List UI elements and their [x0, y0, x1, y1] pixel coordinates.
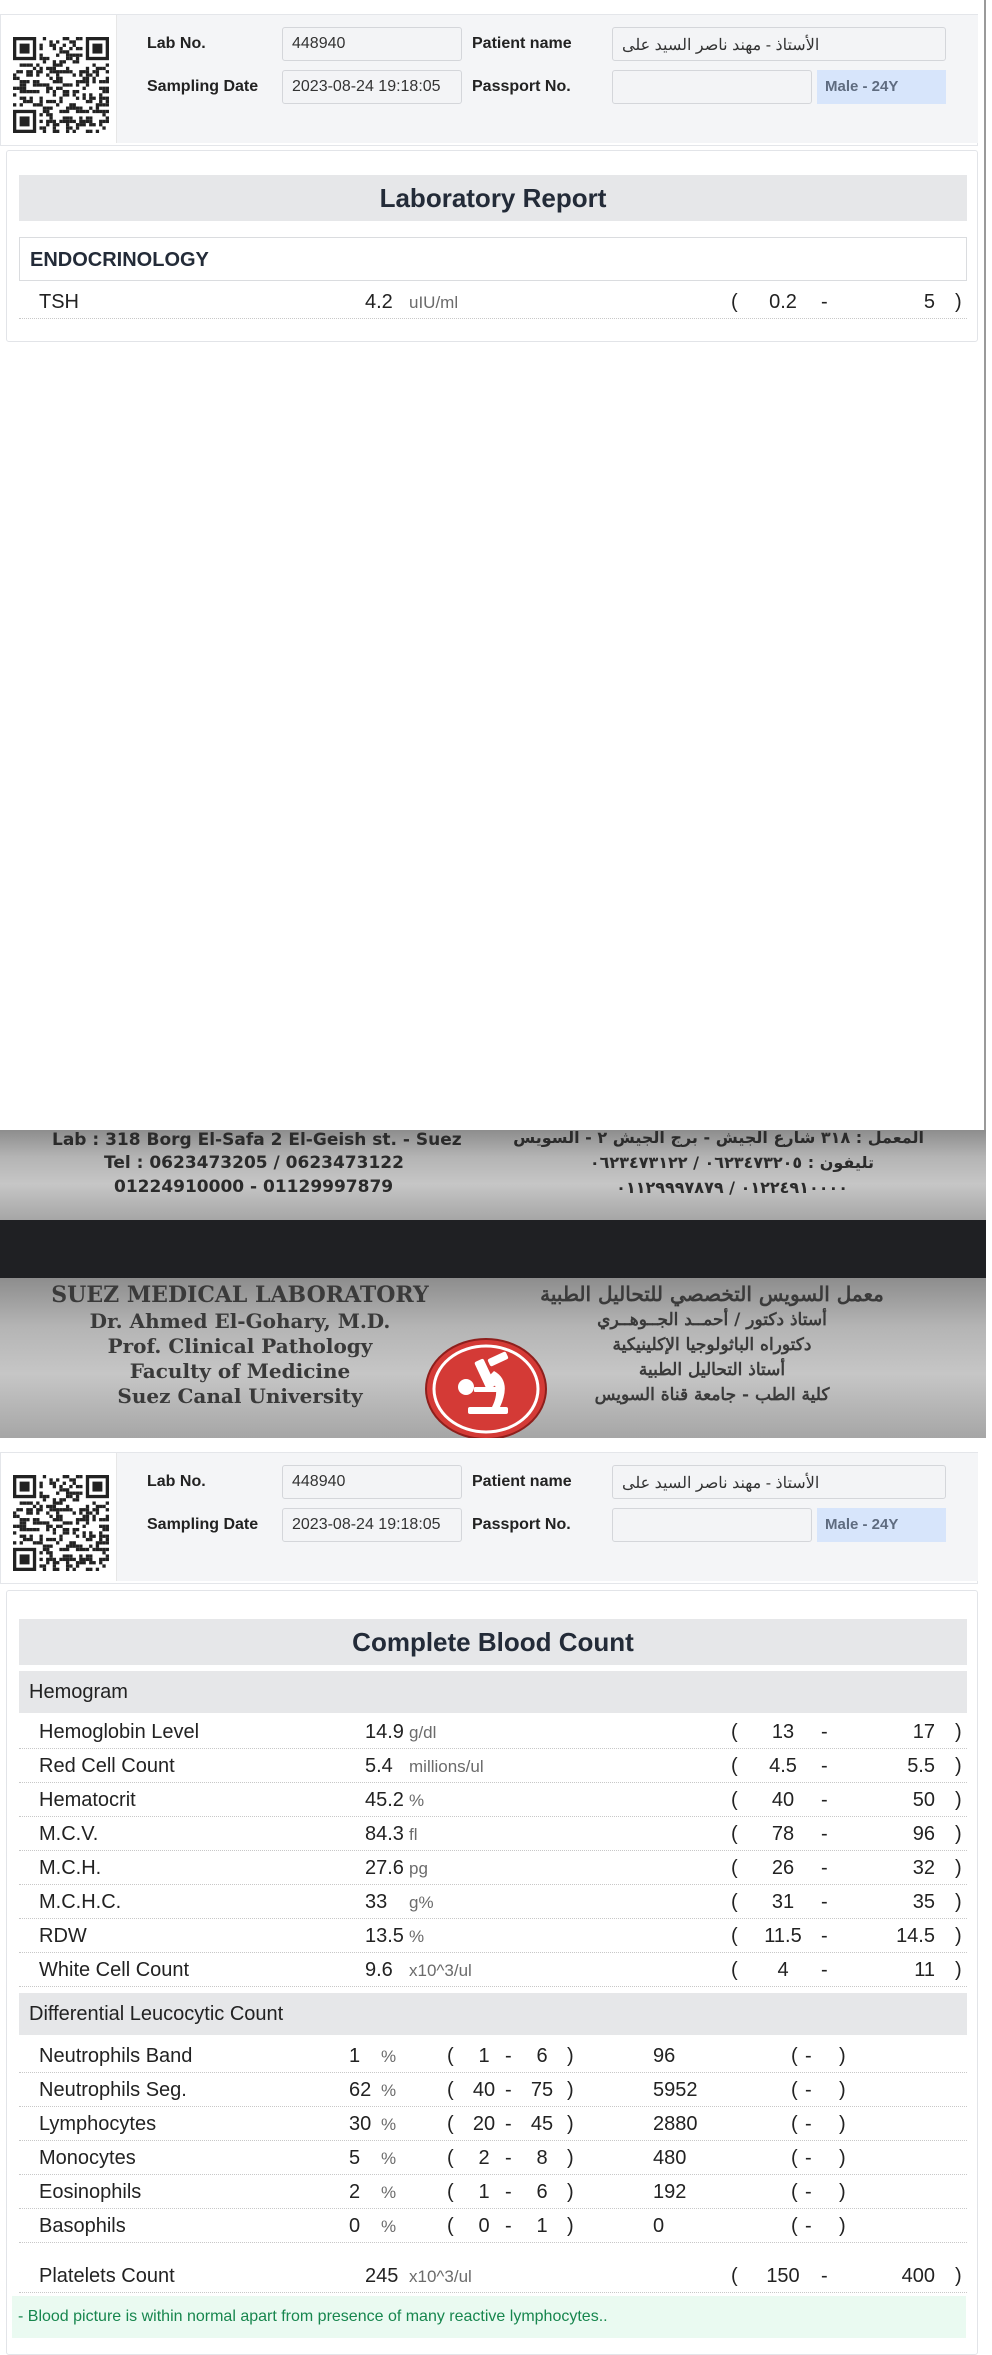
percent-unit: %: [381, 2149, 397, 2168]
range-open: (: [731, 2265, 738, 2287]
test-row: [19, 1817, 967, 1851]
letterhead-lab-name-en: SUEZ MEDICAL LABORATORY: [51, 1282, 429, 1308]
test-row-platelets: [19, 2259, 967, 2293]
lab-no-field: 448940: [282, 1465, 462, 1499]
test-unit: pg: [409, 1859, 428, 1878]
abs-range-close: ): [839, 2215, 846, 2237]
test-value: 5.4: [365, 1755, 393, 1777]
abs-range-open: (: [791, 2079, 798, 2101]
test-unit: millions/ul: [409, 1757, 484, 1776]
microscope-logo-icon: [424, 1337, 548, 1441]
patient-name-field: الأستاذ - مهند ناصر السيد على: [612, 1465, 946, 1499]
range-low: 0.2: [769, 291, 797, 313]
range-dash: -: [821, 1789, 828, 1811]
range-dash: -: [821, 2265, 828, 2287]
footer-mobile-ar: ٠١٢٢٤٩١٠٠٠٠ / ٠١١٢٩٩٩٧٨٧٩: [616, 1178, 848, 1197]
range-high: 8: [536, 2147, 548, 2169]
report-title: Laboratory Report: [19, 175, 967, 221]
patient-name-label: Patient name: [472, 35, 572, 52]
test-name: M.C.V.: [39, 1823, 99, 1845]
range-high: 32: [912, 1857, 935, 1879]
test-row: [19, 1885, 967, 1919]
test-name: TSH: [39, 291, 79, 313]
test-name: Red Cell Count: [39, 1755, 175, 1777]
range-low: 4: [777, 1959, 789, 1981]
gender-age-badge: Male - 24Y: [817, 1508, 946, 1542]
test-unit: g%: [409, 1893, 434, 1912]
abs-range-close: ): [839, 2181, 846, 2203]
range-dash: -: [505, 2079, 512, 2101]
range-low: 13: [771, 1721, 795, 1743]
sampling-date-label: Sampling Date: [147, 78, 259, 95]
differential-row: [19, 2209, 967, 2243]
range-close: ): [567, 2215, 574, 2237]
test-row: [19, 1953, 967, 1987]
range-dash: -: [505, 2113, 512, 2135]
cell-percent: 30: [349, 2113, 372, 2135]
range-dash: -: [821, 1721, 828, 1743]
abs-range-dash: -: [805, 2113, 812, 2135]
footer-tel-ar: تليفون : ٠٦٢٣٤٧٣٢٠٥ / ٠٦٢٣٤٧٣١٢٢: [589, 1153, 874, 1172]
range-high: 75: [530, 2079, 554, 2101]
range-dash: -: [821, 1925, 828, 1947]
report-title: Complete Blood Count: [19, 1619, 967, 1665]
patient-name-field: الأستاذ - مهند ناصر السيد على: [612, 27, 946, 61]
abs-range-dash: -: [805, 2181, 812, 2203]
test-name: RDW: [39, 1925, 87, 1947]
range-close: ): [955, 2265, 962, 2287]
range-open: (: [447, 2045, 454, 2067]
test-row: [19, 1851, 967, 1885]
patient-fields: [116, 15, 978, 143]
range-dash: -: [505, 2045, 512, 2067]
absolute-count: 96: [653, 2045, 676, 2067]
passport-label: Passport No.: [472, 78, 571, 95]
abs-range-close: ): [839, 2045, 846, 2067]
range-close: ): [955, 1891, 962, 1913]
range-dash: -: [505, 2215, 512, 2237]
cell-percent: 0: [349, 2215, 361, 2237]
section-endocrinology: ENDOCRINOLOGY: [19, 237, 967, 281]
range-high: 11: [914, 1959, 935, 1981]
range-open: (: [447, 2147, 454, 2169]
abs-range-close: ): [839, 2113, 846, 2135]
abs-range-open: (: [791, 2181, 798, 2203]
range-close: ): [567, 2147, 574, 2169]
laboratory-report: [6, 150, 978, 342]
range-open: (: [447, 2181, 454, 2203]
cell-percent: 62: [349, 2079, 372, 2101]
cell-name: Eosinophils: [39, 2181, 142, 2203]
range-open: (: [731, 1755, 738, 1777]
test-unit: %: [409, 1927, 425, 1946]
range-high: 17: [912, 1721, 935, 1743]
percent-unit: %: [381, 2047, 397, 2066]
range-open: (: [731, 291, 738, 313]
range-high: 6: [536, 2045, 548, 2067]
qr-code-icon: [13, 37, 109, 133]
test-value: 27.6: [365, 1857, 404, 1879]
letterhead-faculty-ar: أستاذ التحاليل الطبية: [638, 1360, 786, 1380]
footer-address-en: Lab : 318 Borg El-Safa 2 El-Geish st. - Suez: [52, 1130, 462, 1150]
cell-percent: 1: [349, 2045, 361, 2067]
range-dash: -: [821, 1959, 828, 1981]
lab-no-label: Lab No.: [147, 35, 206, 52]
report-comment: - Blood picture is within normal apart from presence of many reactive lymphocytes..: [12, 2296, 966, 2338]
differential-row: [19, 2039, 967, 2073]
test-unit: x10^3/ul: [409, 1961, 472, 1980]
test-value: 245: [365, 2265, 399, 2287]
sampling-date-label: Sampling Date: [147, 1516, 259, 1533]
test-value: 84.3: [365, 1823, 404, 1845]
range-close: ): [955, 291, 962, 313]
test-unit: x10^3/ul: [409, 2267, 472, 2286]
abs-range-open: (: [791, 2045, 798, 2067]
range-high: 5: [923, 291, 935, 313]
range-open: (: [447, 2079, 454, 2101]
range-close: ): [955, 1959, 962, 1981]
sampling-date-field: 2023-08-24 19:18:05: [282, 1508, 462, 1542]
range-open: (: [731, 1721, 738, 1743]
passport-label: Passport No.: [472, 1516, 571, 1533]
letterhead-university-ar: كلية الطب - جامعة قناة السويس: [594, 1385, 830, 1405]
lab-no-label: Lab No.: [147, 1473, 206, 1490]
patient-header: [0, 14, 978, 146]
test-value: 9.6: [365, 1959, 393, 1981]
range-high: 45: [530, 2113, 554, 2135]
range-dash: -: [821, 1755, 828, 1777]
patient-header-2: [0, 1452, 978, 1584]
range-dash: -: [821, 291, 828, 313]
differential-row: [19, 2073, 967, 2107]
abs-range-close: ): [839, 2079, 846, 2101]
cell-percent: 2: [349, 2181, 361, 2203]
lab-no-field: 448940: [282, 27, 462, 61]
test-name: M.C.H.C.: [39, 1891, 122, 1913]
percent-unit: %: [381, 2183, 397, 2202]
test-name: Platelets Count: [39, 2265, 175, 2287]
page-gap: [0, 1220, 986, 1278]
absolute-count: 192: [653, 2181, 687, 2203]
range-low: 1: [478, 2181, 490, 2203]
absolute-count: 5952: [653, 2079, 698, 2101]
complete-blood-count-report: [6, 1590, 978, 2355]
test-row-tsh: [19, 285, 967, 319]
range-high: 400: [901, 2265, 935, 2287]
abs-range-dash: -: [805, 2215, 812, 2237]
test-unit: fl: [409, 1825, 418, 1844]
range-open: (: [731, 1925, 738, 1947]
range-low: 2: [478, 2147, 490, 2169]
test-value: 13.5: [365, 1925, 404, 1947]
test-name: Hematocrit: [39, 1789, 136, 1811]
range-low: 4.5: [769, 1755, 797, 1777]
range-dash: -: [505, 2181, 512, 2203]
range-open: (: [731, 1959, 738, 1981]
range-high: 35: [912, 1891, 935, 1913]
letterhead-title-en: Prof. Clinical Pathology: [107, 1334, 373, 1358]
range-low: 0: [478, 2215, 490, 2237]
footer-tel-en: Tel : 0623473205 / 0623473122: [104, 1153, 404, 1173]
range-open: (: [447, 2215, 454, 2237]
test-value: 14.9: [365, 1721, 404, 1743]
test-unit: uIU/ml: [409, 293, 459, 312]
range-low: 150: [766, 2265, 800, 2287]
letterhead-title-ar: دكتوراه الباثولوجيا الإكلينيكية: [612, 1335, 812, 1355]
range-low: 31: [771, 1891, 795, 1913]
test-row: [19, 1919, 967, 1953]
absolute-count: 480: [653, 2147, 687, 2169]
range-close: ): [955, 1789, 962, 1811]
range-close: ): [567, 2113, 574, 2135]
test-name: M.C.H.: [39, 1857, 102, 1879]
sampling-date-field: 2023-08-24 19:18:05: [282, 70, 462, 104]
range-dash: -: [821, 1857, 828, 1879]
range-low: 1: [478, 2045, 490, 2067]
letterhead-doctor-ar: أستاذ دكتور / أحمــد الجــوهــري: [597, 1310, 827, 1330]
range-close: ): [955, 1823, 962, 1845]
test-value: 45.2: [365, 1789, 404, 1811]
range-dash: -: [505, 2147, 512, 2169]
patient-fields-2: [116, 1453, 978, 1581]
range-close: ): [955, 1755, 962, 1777]
report-page-1: [0, 0, 986, 1130]
differential-row: [19, 2141, 967, 2175]
abs-range-open: (: [791, 2215, 798, 2237]
range-close: ): [955, 1857, 962, 1879]
range-low: 40: [472, 2079, 496, 2101]
differential-row: [19, 2107, 967, 2141]
abs-range-dash: -: [805, 2147, 812, 2169]
test-name: White Cell Count: [39, 1959, 190, 1981]
range-dash: -: [821, 1891, 828, 1913]
passport-field: [612, 1508, 812, 1542]
letterhead-doctor-en: Dr. Ahmed El-Gohary, M.D.: [89, 1309, 391, 1333]
qr-code-icon: [13, 1475, 109, 1571]
range-low: 20: [472, 2113, 496, 2135]
range-open: (: [731, 1857, 738, 1879]
percent-unit: %: [381, 2081, 397, 2100]
letterhead-university-en: Suez Canal University: [117, 1384, 363, 1408]
range-close: ): [955, 1925, 962, 1947]
range-open: (: [731, 1823, 738, 1845]
test-unit: g/dl: [409, 1723, 437, 1742]
range-low: 40: [771, 1789, 795, 1811]
range-high: 14.5: [896, 1925, 935, 1947]
test-value: 4.2: [365, 291, 393, 313]
range-close: ): [567, 2079, 574, 2101]
absolute-count: 2880: [653, 2113, 698, 2135]
absolute-count: 0: [653, 2215, 665, 2237]
abs-range-dash: -: [805, 2045, 812, 2067]
test-row: [19, 1749, 967, 1783]
cell-percent: 5: [349, 2147, 361, 2169]
range-dash: -: [821, 1823, 828, 1845]
range-open: (: [731, 1789, 738, 1811]
gender-age-badge: Male - 24Y: [817, 70, 946, 104]
patient-name-label: Patient name: [472, 1473, 572, 1490]
range-high: 96: [912, 1823, 935, 1845]
range-high: 1: [536, 2215, 548, 2237]
abs-range-close: ): [839, 2147, 846, 2169]
range-low: 11.5: [764, 1925, 802, 1947]
footer-address-ar: المعمل : ٣١٨ شارع الجيش - برج الجيش ٢ - السويس: [513, 1128, 924, 1147]
range-low: 26: [771, 1857, 795, 1879]
test-value: 33: [365, 1891, 388, 1913]
range-close: ): [567, 2181, 574, 2203]
letterhead-lab-name-ar: معمل السويس التخصصي للتحاليل الطبية: [540, 1282, 884, 1306]
abs-range-dash: -: [805, 2079, 812, 2101]
test-name: Hemoglobin Level: [39, 1721, 200, 1743]
cell-name: Monocytes: [39, 2147, 136, 2169]
percent-unit: %: [381, 2217, 397, 2236]
cell-name: Neutrophils Seg.: [39, 2079, 187, 2101]
range-high: 5.5: [907, 1755, 935, 1777]
lab-address-footer: [0, 1130, 986, 1220]
passport-field: [612, 70, 812, 104]
section-hemogram: Hemogram: [19, 1671, 967, 1713]
abs-range-open: (: [791, 2113, 798, 2135]
letterhead-faculty-en: Faculty of Medicine: [129, 1359, 351, 1383]
cell-name: Basophils: [39, 2215, 126, 2237]
cell-name: Neutrophils Band: [39, 2045, 193, 2067]
test-row: [19, 1783, 967, 1817]
cell-name: Lymphocytes: [39, 2113, 157, 2135]
range-high: 6: [536, 2181, 548, 2203]
section-differential: Differential Leucocytic Count: [19, 1993, 967, 2035]
percent-unit: %: [381, 2115, 397, 2134]
test-unit: %: [409, 1791, 425, 1810]
range-open: (: [447, 2113, 454, 2135]
range-low: 78: [771, 1823, 795, 1845]
range-close: ): [955, 1721, 962, 1743]
abs-range-open: (: [791, 2147, 798, 2169]
differential-row: [19, 2175, 967, 2209]
range-open: (: [731, 1891, 738, 1913]
range-close: ): [567, 2045, 574, 2067]
footer-mobile-en: 01224910000 - 01129997879: [114, 1177, 394, 1197]
range-high: 50: [912, 1789, 935, 1811]
test-row: [19, 1715, 967, 1749]
